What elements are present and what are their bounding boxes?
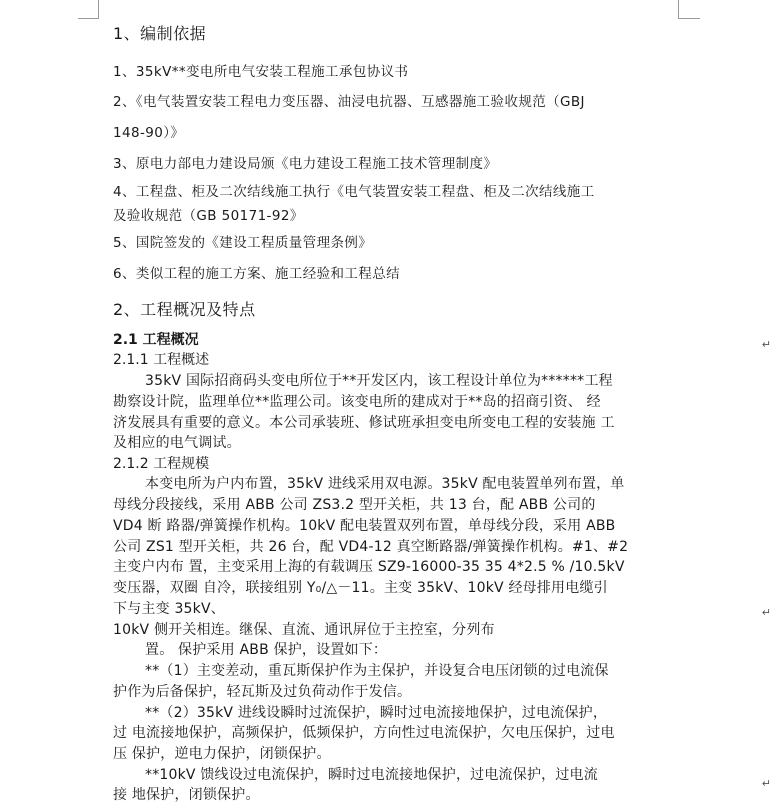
protection-1-line-1: **（1）主变差动，重瓦斯保护作为主保护，并设复合电压闭锁的过电流保 — [145, 663, 609, 679]
scale-line-2: 母线分段接线，采用 ABB 公司 ZS3.2 型开关柜，共 13 台，配 ABB 公司的 — [113, 497, 596, 513]
overview-line-4: 及相应的电气调试。 — [113, 435, 241, 451]
overview-line-1: 35kV 国际招商码头变电所位于**开发区内，该工程设计单位为******工程 — [145, 373, 613, 389]
basis-item-2-cont: 148-90）》 — [113, 125, 185, 141]
basis-item-6: 6、类似工程的施工方案、施工经验和工程总结 — [113, 266, 400, 282]
crop-mark-top-right-horizontal — [678, 18, 700, 19]
scale-line-4: 公司 ZS1 型开关柜，共 26 台，配 VD4-12 真空断路器/弹簧操作机构。#1、#2 — [113, 539, 629, 555]
basis-item-2: 2、《电气装置安装工程电力变压器、油浸电抗器、互感器施工验收规范（GBJ — [113, 94, 585, 110]
crop-mark-top-right-vertical — [678, 0, 679, 18]
protection-2-line-1: **（2）35kV 进线设瞬时过流保护，瞬时过电流接地保护，过电流保护， — [145, 705, 608, 721]
paragraph-mark-icon: ↵ — [761, 777, 771, 790]
protection-2-line-3: 压 保护，逆电力保护，闭锁保护。 — [113, 746, 331, 762]
paragraph-mark-icon: ↵ — [761, 338, 771, 351]
subsection-2-1-2: 2.1.2 工程规模 — [113, 456, 210, 472]
feeder-protection-line-1: **10kV 馈线设过电流保护，瞬时过电流接地保护，过电流保护，过电流 — [145, 767, 598, 783]
crop-mark-top-left-vertical — [98, 0, 99, 18]
scale-line-7: 下与主变 35kV、 — [113, 601, 225, 617]
scale-line-1: 本变电所为户内布置，35kV 进线采用双电源。35kV 配电装置单列布置，单 — [145, 476, 625, 492]
basis-item-3: 3、原电力部电力建设局颁《电力建设工程施工技术管理制度》 — [113, 156, 498, 172]
overview-line-2: 勘察设计院，监理单位**监理公司。该变电所的建成对于**岛的招商引资、 经 — [113, 394, 601, 410]
overview-line-3: 济发展具有重要的意义。本公司承装班、修试班承担变电所变电工程的安装施 工 — [113, 415, 615, 431]
subsection-2-1: 2.1 工程概况 — [113, 332, 199, 348]
protection-2-line-2: 过 电流接地保护，高频保护，低频保护，方向性过电流保护，欠电压保护，过电 — [113, 725, 615, 741]
protection-1-line-2: 护作为后备保护，轻瓦斯及过负荷动作于发信。 — [113, 684, 412, 700]
scale-line-6: 变压器，双圈 自冷，联接组别 Y₀/△－11。主变 35kV、10kV 经母排用电缆引 — [113, 580, 608, 596]
scale-line-3: VD4 断 路器/弹簧操作机构。10kV 配电装置双列布置，单母线分段，采用 ABB — [113, 518, 616, 534]
crop-mark-top-left-horizontal — [78, 18, 99, 19]
section-1-heading: 1、编制依据 — [113, 24, 207, 43]
feeder-protection-line-2: 接 地保护，闭锁保护。 — [113, 787, 260, 803]
section-2-heading: 2、工程概况及特点 — [113, 300, 256, 319]
scale-line-5: 主变户内布 置，主变采用上海的有载调压 SZ9-16000-35 35 4*2.5 % /10.5kV — [113, 559, 625, 575]
paragraph-mark-icon: ↵ — [761, 606, 771, 619]
scale-line-9: 置。 保护采用 ABB 保护，设置如下： — [145, 642, 388, 658]
basis-item-4: 4、工程盘、柜及二次结线施工执行《电气装置安装工程盘、柜及二次结线施工 — [113, 184, 595, 200]
basis-item-5: 5、国院签发的《建设工程质量管理条例》 — [113, 235, 373, 251]
basis-item-4-cont: 及验收规范（GB 50171-92》 — [113, 208, 304, 224]
subsection-2-1-1: 2.1.1 工程概述 — [113, 352, 210, 368]
scale-line-8: 10kV 侧开关相连。继保、直流、通讯屏位于主控室，分列布 — [113, 622, 495, 638]
basis-item-1: 1、35kV**变电所电气安装工程施工承包协议书 — [113, 64, 409, 80]
